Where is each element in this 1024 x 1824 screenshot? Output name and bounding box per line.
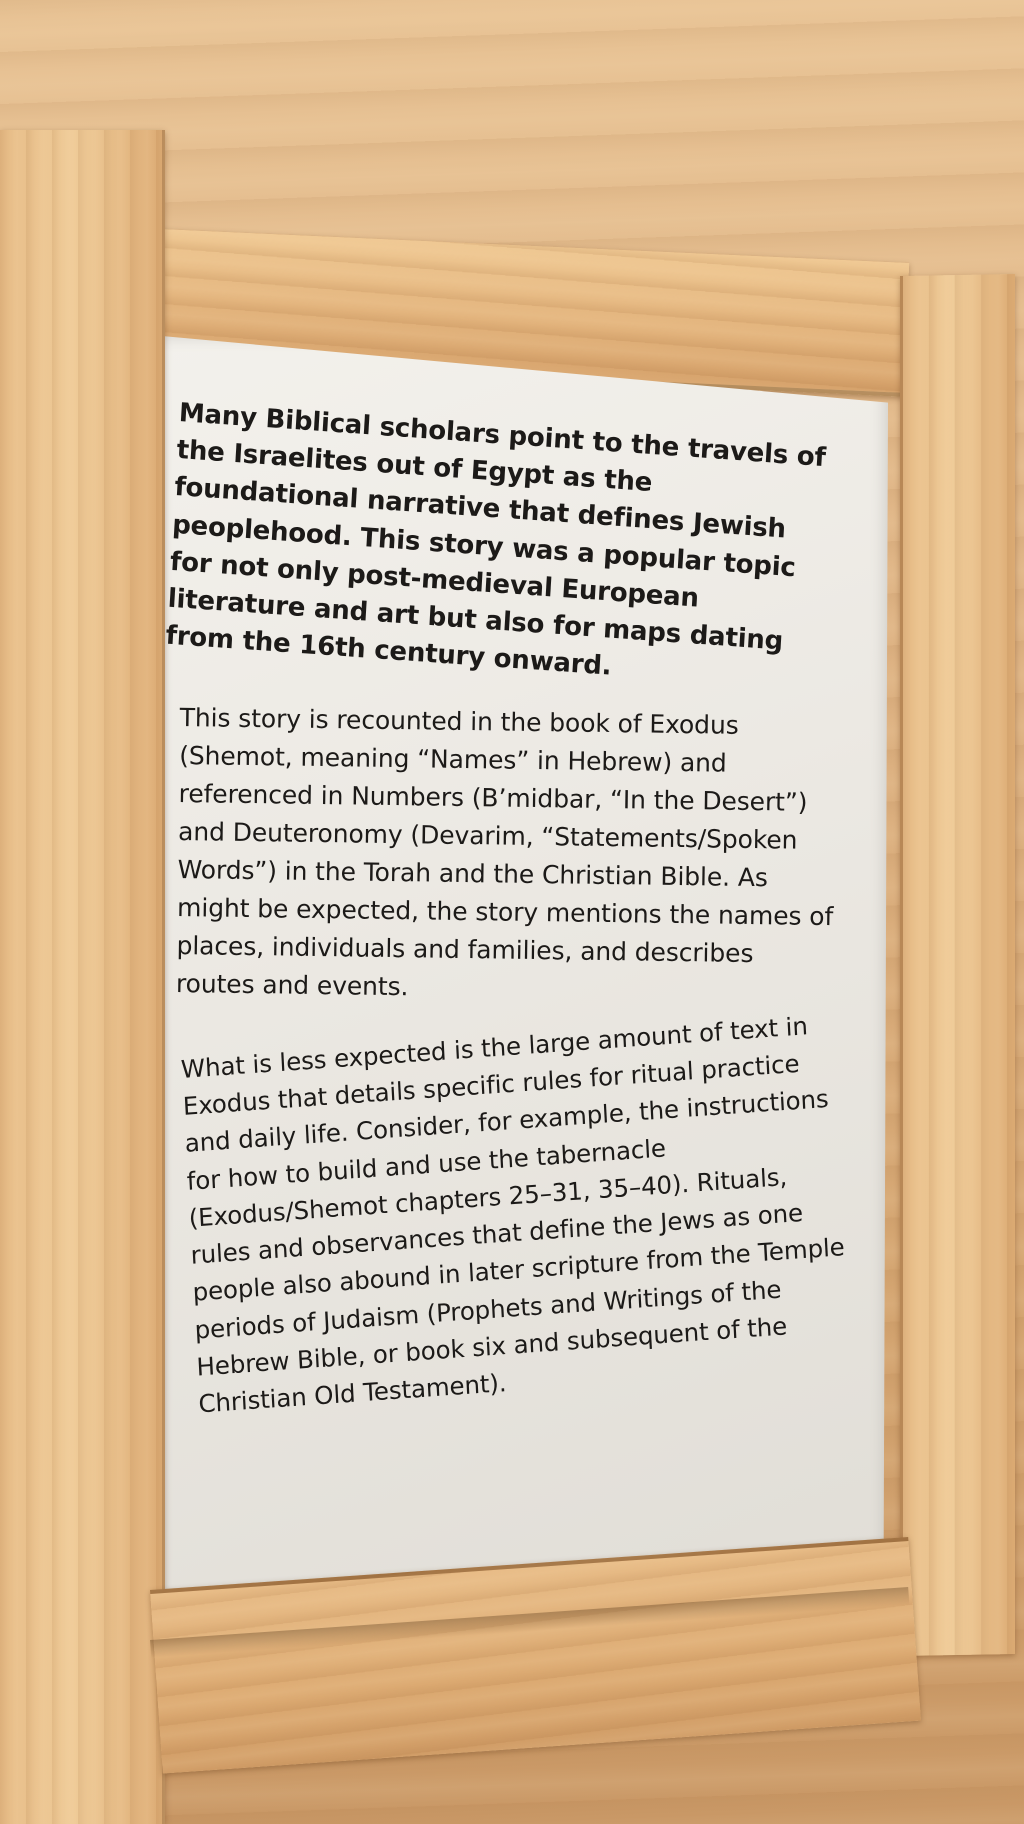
sign-text-block <box>164 395 846 1424</box>
frame-right-rail <box>900 274 1015 1656</box>
sign-paragraph-exodus: This story is recounted in the book of Exodus (Shemot, meaning “Names” in Hebrew) and referenced in Numbers (B’midbar, “In the Desert”) and Deuteronomy (Devarim, “Statements/Spoken Words”) in the Torah and the Christian Bible. As might be expected, the story mentions the names of places, individuals and families, and describes routes and events. <box>175 703 834 1002</box>
frame-left-rail <box>0 130 165 1824</box>
sign-paragraph-intro: Many Biblical scholars point to the travels of the Israelites out of Egypt as the foundational narrative that defines Jewish peoplehood. This story was a popular topic for not only post-medieval European literature and art but also for maps dating from the 16th century onward. <box>164 397 827 682</box>
sign-paragraph-rituals: What is less expected is the large amount of text in Exodus that details specific rules for ritual practice and daily life. Consider, for example, the instructions for how to build and use the tabernacle (Exodus/Shemot chapters 25–31, 35–40). Rituals, rules and observances that define the Jews as one people also abound in later scripture from the Temple periods of Judaism (Prophets and Writings of the Hebrew Bible, or book six and subsequent of the Christian Old Testament). <box>180 1011 846 1419</box>
